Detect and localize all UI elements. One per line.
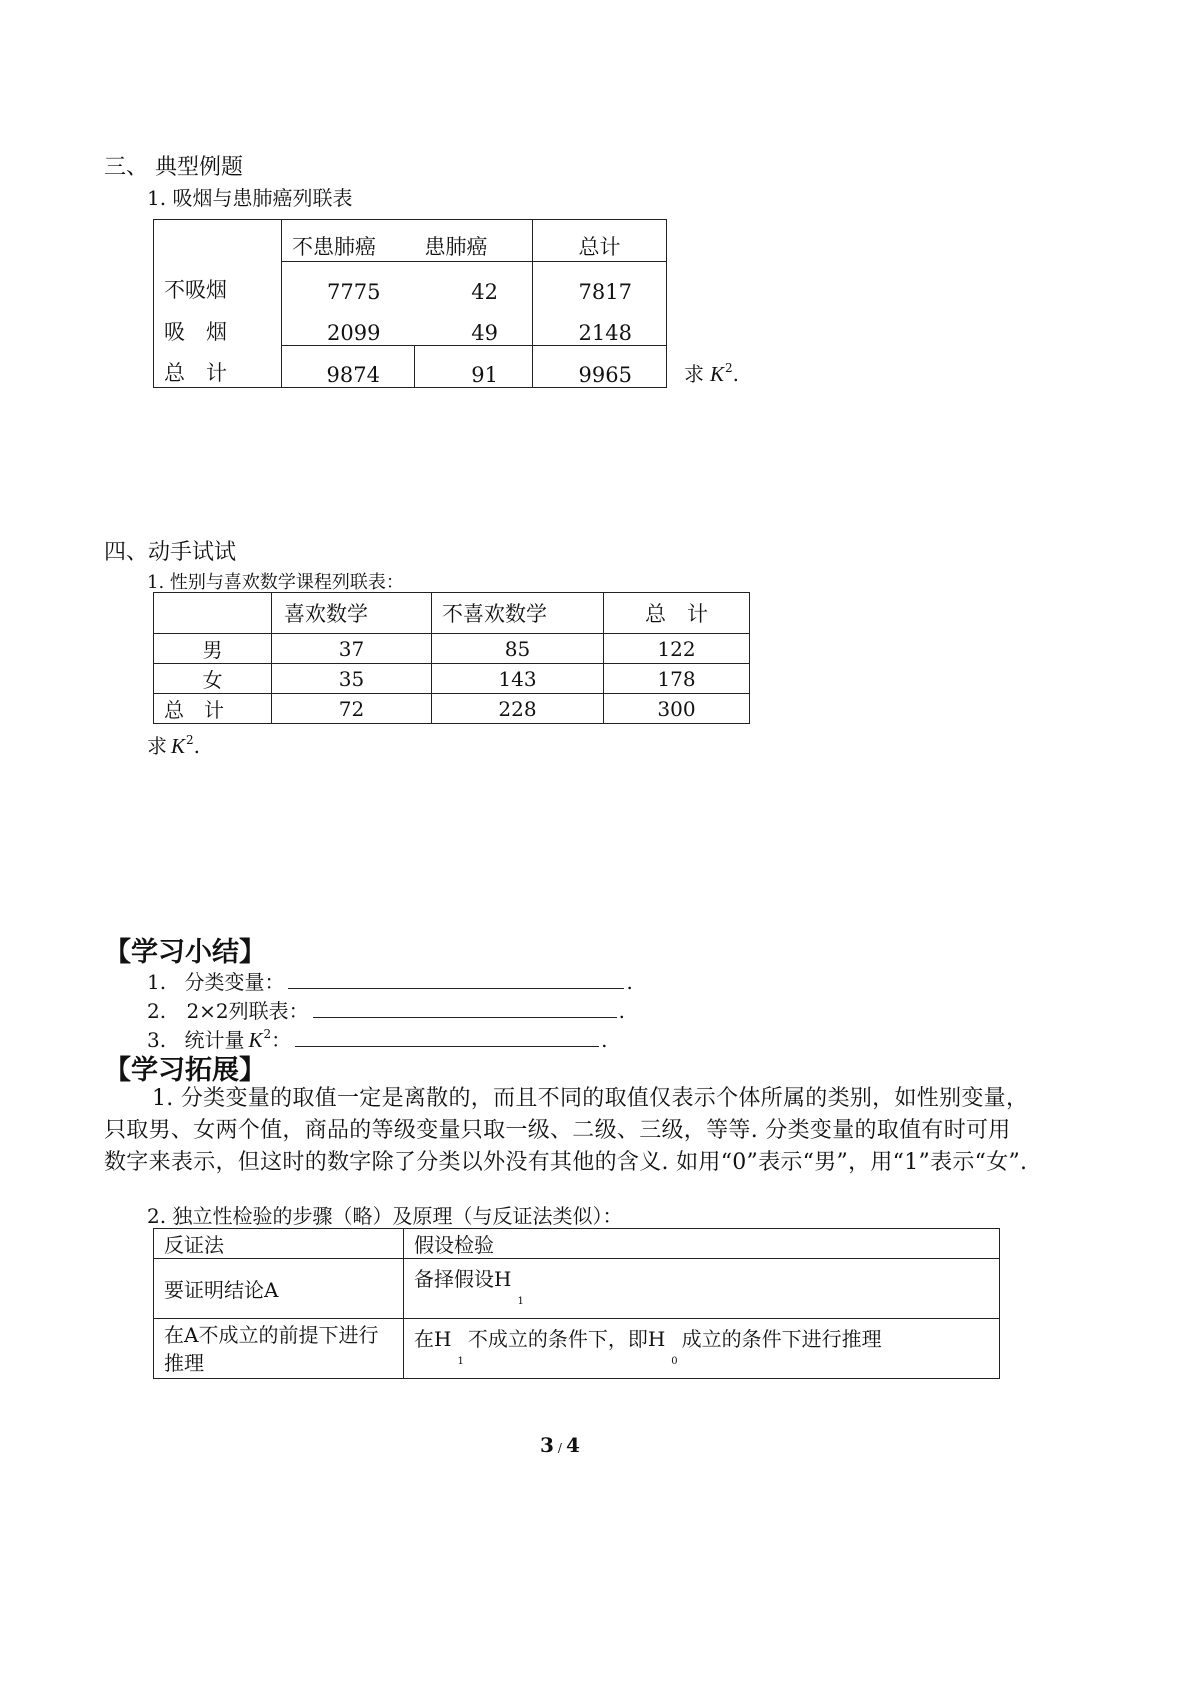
section4-item1: 1. 性别与喜欢数学课程列联表： xyxy=(147,572,404,593)
page-separator: / xyxy=(557,1441,562,1455)
table-cell: 7817 xyxy=(533,262,667,304)
item-end: . xyxy=(618,999,626,1023)
table-header-row xyxy=(154,1229,1000,1259)
table-cell: 9874 xyxy=(282,346,415,388)
table-row xyxy=(154,664,750,694)
table-row xyxy=(154,262,667,304)
cell-text: 不成立的条件下，即H xyxy=(467,1327,666,1351)
table-cell: 85 xyxy=(432,634,604,664)
table-header: 不喜欢数学 xyxy=(432,593,604,634)
table-cell: 178 xyxy=(604,664,750,694)
table-cell: 37 xyxy=(272,634,432,664)
table-header: 总计 xyxy=(533,220,667,262)
cell-text: 备择假设H xyxy=(414,1267,512,1291)
table-cell: 42 xyxy=(415,262,533,304)
summary-item-1 xyxy=(147,966,633,995)
row-label: 男 xyxy=(154,634,272,664)
table-cell: 72 xyxy=(272,694,432,724)
fill-in-blank[interactable] xyxy=(313,999,617,1018)
table-cell: 2099 xyxy=(282,304,415,346)
table-cell: 91 xyxy=(415,346,533,388)
row-label: 总 计 xyxy=(154,346,282,388)
table-cell: 2148 xyxy=(533,304,667,346)
table-header: 假设检验 xyxy=(404,1229,1000,1259)
question-suffix: . xyxy=(732,362,740,386)
question-suffix: . xyxy=(193,734,201,758)
table-row xyxy=(154,304,667,346)
current-page: 3 xyxy=(540,1433,554,1457)
total-pages: 4 xyxy=(565,1433,580,1457)
cell-text: 成立的条件下进行推理 xyxy=(681,1327,882,1351)
table-header-row xyxy=(154,220,667,262)
table-cell: 要证明结论A xyxy=(154,1259,404,1319)
table-cell xyxy=(154,593,272,634)
extension-paragraph-2: 2. 独立性检验的步骤（略）及原理（与反证法类似）： xyxy=(147,1204,623,1228)
item-colon: ： xyxy=(271,1028,292,1052)
table-cell: 122 xyxy=(604,634,750,664)
section4-heading: 四、动手试试 xyxy=(104,540,237,565)
question-prefix: 求 xyxy=(147,734,167,758)
k-variable: K xyxy=(248,1028,263,1052)
item-end: . xyxy=(601,1028,608,1052)
page-number xyxy=(540,1433,580,1457)
extension-heading: 【学习拓展】 xyxy=(104,1055,266,1086)
subscript: 0 xyxy=(671,1356,678,1367)
summary-item-2 xyxy=(147,995,625,1024)
subscript: 1 xyxy=(517,1296,524,1307)
fill-in-blank[interactable] xyxy=(295,1028,599,1047)
item-math: 2×2 xyxy=(186,999,229,1023)
table-cell: 300 xyxy=(604,694,750,724)
table-row xyxy=(154,634,750,664)
table-cell: 143 xyxy=(432,664,604,694)
smoking-table xyxy=(153,219,667,388)
table-row xyxy=(154,1319,1000,1379)
table-cell xyxy=(404,1259,1000,1319)
table-header: 患肺癌 xyxy=(415,220,533,262)
section3-heading: 三、 典型例题 xyxy=(104,155,243,180)
table-row xyxy=(154,346,667,388)
extension-paragraph-1: 1. 分类变量的取值一定是离散的，而且不同的取值仅表示个体所属的类别，如性别变量，只取男、女两个值，商品的等级变量只取一级、二级、三级，等等. 分类变量的取值有时可用数字来表示，但这时的数字除了分类以外没有其他的含义. 如用“0”表示“男”，用“1”表示“女”. xyxy=(104,1086,1029,1175)
k-exponent: 2 xyxy=(725,361,733,375)
table-cell: 9965 xyxy=(533,346,667,388)
fill-in-blank[interactable] xyxy=(288,970,624,989)
section4-question xyxy=(147,730,200,759)
table-cell: 35 xyxy=(272,664,432,694)
table-cell xyxy=(154,220,282,262)
table-row xyxy=(154,694,750,724)
table-header: 总 计 xyxy=(604,593,750,634)
cell-text: 在H xyxy=(414,1327,452,1351)
table-header: 反证法 xyxy=(154,1229,404,1259)
section3-item1: 1. 吸烟与患肺癌列联表 xyxy=(147,186,353,210)
row-label: 不吸烟 xyxy=(154,262,282,304)
gender-math-table xyxy=(153,592,750,724)
comparison-table xyxy=(153,1228,1000,1379)
row-label: 女 xyxy=(154,664,272,694)
item-number: 3. xyxy=(147,1028,167,1052)
section3-question xyxy=(684,358,739,387)
item-label: 统计量 xyxy=(184,1028,245,1052)
item-end: . xyxy=(626,970,633,994)
row-label: 总 计 xyxy=(154,694,272,724)
table-cell: 7775 xyxy=(282,262,415,304)
table-header: 喜欢数学 xyxy=(272,593,432,634)
item-number: 2. xyxy=(147,999,167,1023)
table-header-row xyxy=(154,593,750,634)
item-label: 分类变量： xyxy=(184,970,285,994)
subscript: 1 xyxy=(457,1356,464,1367)
summary-heading: 【学习小结】 xyxy=(104,937,266,968)
table-header: 不患肺癌 xyxy=(282,220,415,262)
k-variable: K xyxy=(171,734,186,758)
item-number: 1. xyxy=(147,970,167,994)
table-cell: 228 xyxy=(432,694,604,724)
table-cell: 49 xyxy=(415,304,533,346)
question-prefix: 求 xyxy=(684,362,704,386)
table-row xyxy=(154,1259,1000,1319)
table-cell xyxy=(404,1319,1000,1379)
item-label: 列联表： xyxy=(228,999,309,1023)
k-exponent: 2 xyxy=(186,733,194,747)
k-exponent: 2 xyxy=(263,1027,272,1041)
table-cell: 在A不成立的前提下进行推理 xyxy=(154,1319,404,1379)
k-variable: K xyxy=(710,362,725,386)
row-label: 吸 烟 xyxy=(154,304,282,346)
